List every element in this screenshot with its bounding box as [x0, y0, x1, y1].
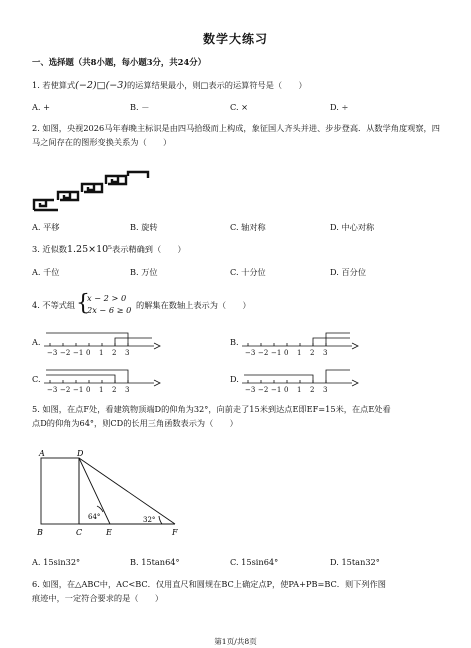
number-line-b: [242, 324, 362, 358]
horse-logo-figure: [32, 170, 152, 212]
question-1-options: [32, 102, 444, 114]
label-b: B: [37, 528, 43, 537]
q5-option-b[interactable]: B. 15tan64°: [130, 557, 180, 567]
q5-option-c[interactable]: C. 15sin64°: [230, 557, 279, 567]
solution-ray: [244, 375, 313, 383]
tick-label: 3: [125, 349, 130, 357]
angle-64-label: 64°: [88, 513, 101, 521]
tick-label: 0: [86, 386, 91, 394]
number-line-c: [44, 361, 164, 395]
tick-label: 3: [323, 349, 328, 357]
label-f: F: [172, 528, 178, 537]
q4-inequality-2: 2x − 6 ≥ 0: [87, 305, 132, 315]
tick-label: −2: [258, 386, 269, 394]
question-6-stem: 6. 如图，在△ABC中，AC<BC．仅用直尺和圆规在BC上确定点P，使PA+PB=BC．则下列作图 痕迹中，一定符合要求的是（ ）: [32, 579, 386, 604]
q4-option-b[interactable]: B.: [230, 337, 239, 347]
page-title: 数学大练习: [202, 32, 268, 46]
tick-label: 0: [284, 349, 289, 357]
tick-label: 1: [297, 349, 302, 357]
system-brace: {: [76, 291, 90, 316]
question-4-stem: 4. 不等式组 { x − 2 > 0 2x − 6 ≥ 0 的解集在数轴上表示为（ ）: [32, 291, 251, 316]
tick-label: −2: [60, 349, 71, 357]
tick-label: −3: [47, 386, 58, 394]
solution-ray: [115, 338, 152, 346]
q3-option-d[interactable]: D. 百分位: [330, 267, 367, 277]
tick-label: −1: [271, 349, 282, 357]
q3-option-c[interactable]: C. 十分位: [230, 267, 266, 277]
q3-option-b[interactable]: B. 万位: [130, 267, 158, 277]
question-5-options: [32, 557, 444, 569]
question-5-stem: 5. 如图，在点F处，看建筑物顶端D的仰角为32°，向前走了15米到达点E即EF=15米，在点E处看 点D的仰角为64°，则CD的长用三角函数表示为（ ）: [32, 404, 391, 429]
label-a: A: [39, 449, 45, 458]
tick-label: 2: [310, 386, 315, 394]
angle-32-label: 32°: [143, 516, 156, 524]
tick-label: −1: [73, 386, 84, 394]
tick-label: 1: [99, 386, 104, 394]
number-line-d: [242, 361, 362, 395]
solution-ray: [46, 333, 128, 346]
tick-label: −3: [245, 349, 256, 357]
solution-ray: [46, 370, 128, 383]
question-2-options: [32, 222, 444, 234]
tick-label: 2: [112, 386, 117, 394]
q3-expression: 1.25×10⁵: [66, 244, 112, 255]
q5-option-d[interactable]: D. 15tan32°: [330, 557, 380, 567]
q3-option-a[interactable]: A. 千位: [32, 267, 60, 277]
tick-label: 1: [297, 386, 302, 394]
axis-arrow: [352, 380, 358, 386]
q1-option-d[interactable]: D. ÷: [330, 102, 349, 112]
tick-label: 0: [86, 349, 91, 357]
q1-option-c[interactable]: C. ×: [230, 102, 249, 112]
label-c: C: [76, 528, 83, 537]
question-2-stem: 2. 如图，央视2026马年春晚主标识是由四马拾级而上构成，象征国人齐头并进、步步登高．从数学角度观察，四马之间存在的图形变换关系为（ ）: [32, 123, 440, 147]
tick-label: −1: [271, 386, 282, 394]
solution-ray: [326, 370, 350, 383]
q2-option-c[interactable]: C. 轴对称: [230, 222, 266, 232]
tick-label: 3: [323, 386, 328, 394]
label-e: E: [106, 528, 112, 537]
tick-label: 3: [125, 386, 130, 394]
tick-label: 2: [112, 349, 117, 357]
page-footer: 第1页/共8页: [214, 637, 257, 646]
q2-option-b[interactable]: B. 旋转: [130, 222, 158, 232]
axis-arrow: [352, 343, 358, 349]
q4-option-a[interactable]: A.: [32, 337, 41, 347]
q1-expression: (−2)□(−3): [75, 80, 127, 91]
tick-label: 2: [310, 349, 315, 357]
question-3-options: [32, 267, 444, 279]
q5-option-a[interactable]: A. 15sin32°: [32, 557, 81, 567]
axis-arrow: [154, 343, 160, 349]
question-1-stem: 1. 若使算式(−2)□(−3)的运算结果最小，则□表示的运算符号是（ ）: [32, 80, 307, 91]
q4-inequality-1: x − 2 > 0: [87, 293, 127, 303]
q4-option-c[interactable]: C.: [32, 374, 41, 384]
axis-arrow: [154, 380, 160, 386]
solution-ray: [326, 333, 350, 346]
building-elevation-figure: [32, 448, 192, 540]
tick-label: −1: [73, 349, 84, 357]
q2-option-d[interactable]: D. 中心对称: [330, 222, 375, 232]
tick-label: 0: [284, 386, 289, 394]
q1-option-b[interactable]: B. －: [130, 102, 150, 112]
number-line-a: [44, 324, 164, 358]
solution-ray: [313, 338, 350, 346]
tick-label: −2: [60, 386, 71, 394]
tick-label: −2: [258, 349, 269, 357]
tick-label: 1: [99, 349, 104, 357]
label-d: D: [77, 449, 84, 458]
question-3-stem: 3. 近似数1.25×10⁵表示精确到（ ）: [32, 244, 186, 255]
q4-option-d[interactable]: D.: [230, 374, 239, 384]
q2-option-a[interactable]: A. 平移: [32, 222, 60, 232]
solution-ray: [46, 375, 115, 383]
section-heading: 一、选择题（共8小题，每小题3分，共24分）: [32, 57, 207, 67]
q1-option-a[interactable]: A. +: [32, 102, 50, 112]
tick-label: −3: [245, 386, 256, 394]
tick-label: −3: [47, 349, 58, 357]
